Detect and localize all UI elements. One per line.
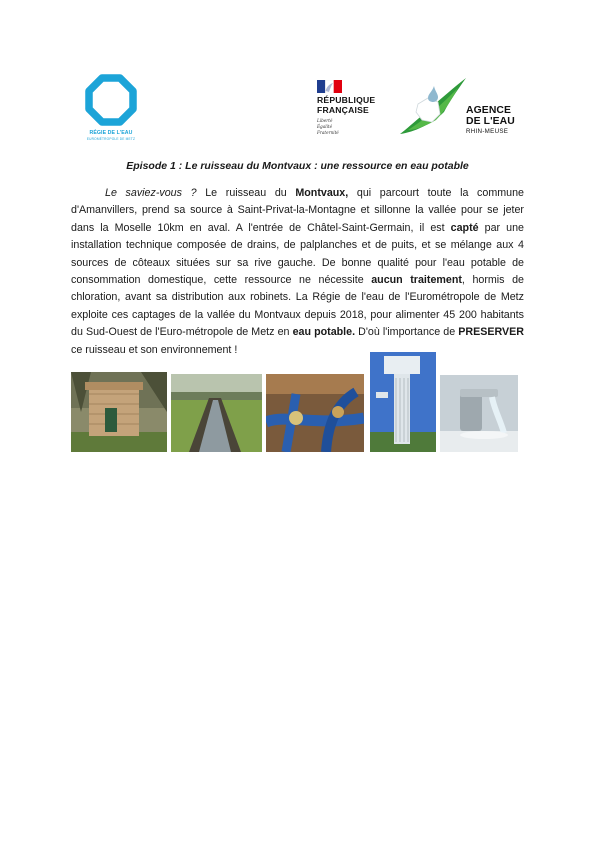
emphasis: aucun traitement	[371, 274, 462, 287]
regie-name: RÉGIE DE L'EAU	[89, 130, 133, 136]
rf-name-line2: FRANÇAISE	[317, 105, 369, 115]
body-paragraph	[71, 185, 524, 359]
regie-eau-logo	[80, 72, 142, 148]
episode-title: Episode 1 : Le ruisseau du Montvaux : une ressource en eau potable	[126, 160, 469, 172]
rf-name-line1: RÉPUBLIQUE	[317, 95, 376, 105]
photo-stream	[171, 374, 262, 452]
emphasis: eau potable.	[292, 326, 356, 339]
agence-line2: DE L'EAU	[466, 116, 515, 127]
lead-question: Le saviez-vous ?	[105, 187, 197, 199]
text-segment: par une installation technique composée de drains, de palplanches et de puits, et se mélange aux 4 sources de côteaux situées sur sa rive gauche. De bonne qualité pour l'eau potable de consommation domestique, cette ressource ne nécessite	[71, 221, 524, 287]
emphasis: Montvaux,	[295, 187, 349, 199]
photo-pipes	[266, 374, 364, 452]
regie-octagon-icon	[80, 72, 142, 132]
emphasis: capté	[450, 221, 479, 234]
rf-motto-3: Fraternité	[317, 130, 339, 135]
agence-line3: RHIN-MEUSE	[466, 128, 509, 135]
text-segment: D'où l'importance de	[355, 326, 459, 339]
republique-francaise-logo	[314, 80, 388, 140]
agence-swoosh-icon	[398, 76, 468, 140]
text-segment: , hormis de chloration, avant sa distribution aux robinets. La Régie de l'eau de l'Eurométropole de Metz exploite ces captages de la vallée du Montvaux depuis 2018, pour alimenter 45 200 habitants du Sud-Ouest de l'Euro-métropole de Metz en	[71, 274, 524, 339]
photo-faucet	[440, 375, 518, 452]
rf-motto-1: Liberté	[317, 118, 333, 123]
photo-water-tower	[370, 352, 436, 452]
text-segment: Le ruisseau du	[196, 187, 296, 199]
emphasis: PRESERVER	[458, 326, 524, 339]
text-segment: qui parcourt toute la commune d'Amanvillers, prend sa source à Saint-Privat-la-Montagne et sillonne la vallée pour se jeter dans la Moselle 10km en aval. A l'entrée de Châtel-Saint-Germain, il est	[71, 187, 524, 234]
rf-motto-2: Égalité	[317, 124, 333, 129]
photo-spring-house	[71, 372, 167, 452]
marianne-flag-icon	[317, 80, 342, 93]
agence-eau-logo	[398, 76, 524, 140]
text-segment: ce ruisseau et son environnement !	[71, 343, 238, 356]
agence-line1: AGENCE	[466, 105, 512, 116]
regie-subtitle: EUROMÉTROPOLE DE METZ	[86, 137, 136, 141]
